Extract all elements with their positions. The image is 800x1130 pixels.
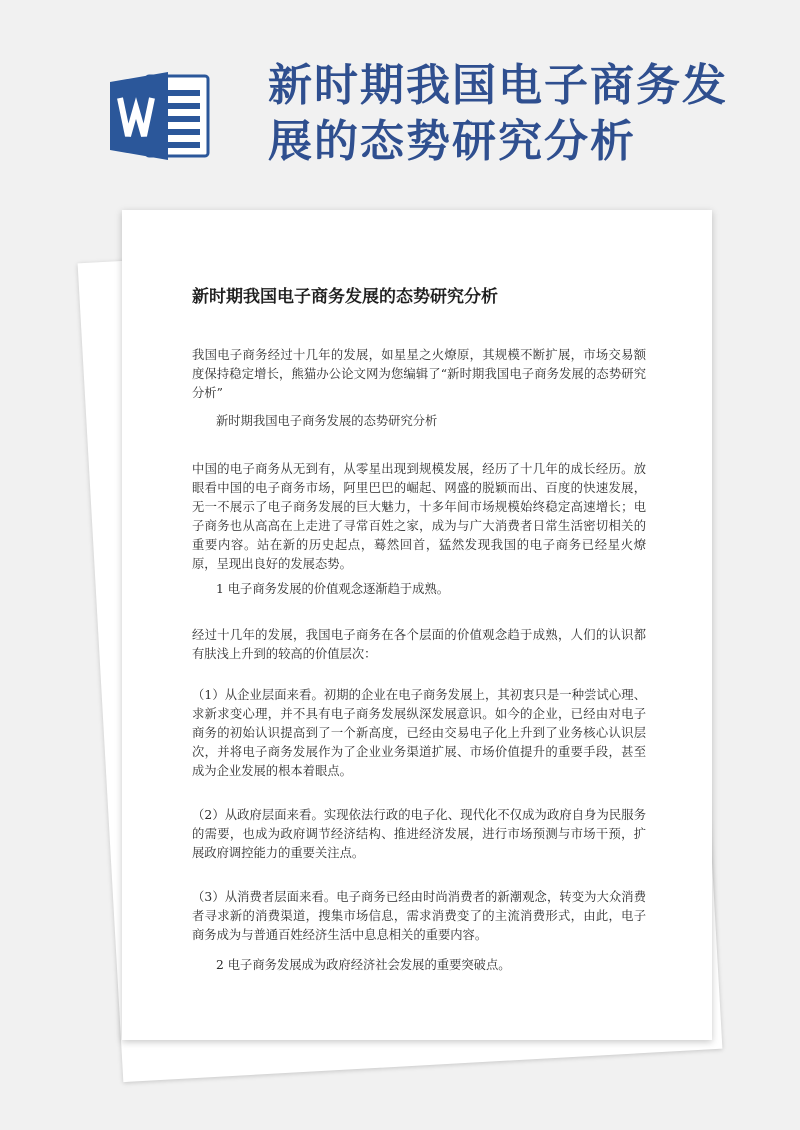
paragraph-1: 中国的电子商务从无到有，从零星出现到规模发展，经历了十几年的成长经历。放眼看中国的电子商务市场，阿里巴巴的崛起、网盛的脱颖而出、百度的快速发展，无一不展示了电子商务发展的巨大魅力，十多年间市场规模始终稳定高速增长；电子商务也从高高在上走进了寻常百姓之家，成为与广大消费者日常生活密切相关的重要内容。站在新的历史起点，蓦然回首，猛然发现我国的电子商务已经星火燎原，呈现出良好的发展态势。 xyxy=(192,462,646,571)
intro-paragraph: 我国电子商务经过十几年的发展，如星星之火燎原，其规模不断扩展，市场交易额度保持稳定增长，熊猫办公论文网为您编辑了“新时期我国电子商务发展的态势研究分析” xyxy=(192,348,646,400)
subtitle-line: 新时期我国电子商务发展的态势研究分析 xyxy=(216,414,438,428)
heading-2: 2 电子商务发展成为政府经济社会发展的重要突破点。 xyxy=(216,958,511,972)
document-page xyxy=(122,210,712,1040)
document-title: 新时期我国电子商务发展的态势研究分析 xyxy=(192,287,498,307)
list-item-2: （2）从政府层面来看。实现依法行政的电子化、现代化不仅成为政府自身为民服务的需要，也成为政府调节经济结构、推进经济发展，进行市场预测与市场干预，扩展政府调控能力的重要关注点。 xyxy=(192,808,646,860)
header-title: 新时期我国电子商务发展的态势研究分析 xyxy=(268,60,728,167)
list-item-1: （1）从企业层面来看。初期的企业在电子商务发展上，其初衷只是一种尝试心理、求新求变心理，并不具有电子商务发展纵深发展意识。如今的企业，已经由对电子商务的初始认识提高到了一个新高度，已经由交易电子化上升到了业务核心认识层次，并将电子商务发展作为了企业业务渠道扩展、市场价值提升的重要手段，甚至成为企业发展的根本着眼点。 xyxy=(192,688,646,778)
heading-1: 1 电子商务发展的价值观念逐渐趋于成熟。 xyxy=(216,582,450,596)
word-document-icon xyxy=(108,70,212,162)
paragraph-2: 经过十几年的发展，我国电子商务在各个层面的价值观念趋于成熟，人们的认识都有肤浅上升到的较高的价值层次： xyxy=(192,628,646,661)
list-item-3: （3）从消费者层面来看。电子商务已经由时尚消费者的新潮观念，转变为大众消费者寻求新的消费渠道，搜集市场信息，需求消费变了的主流消费形式，由此，电子商务成为与普通百姓经济生活中息息相关的重要内容。 xyxy=(192,890,646,942)
